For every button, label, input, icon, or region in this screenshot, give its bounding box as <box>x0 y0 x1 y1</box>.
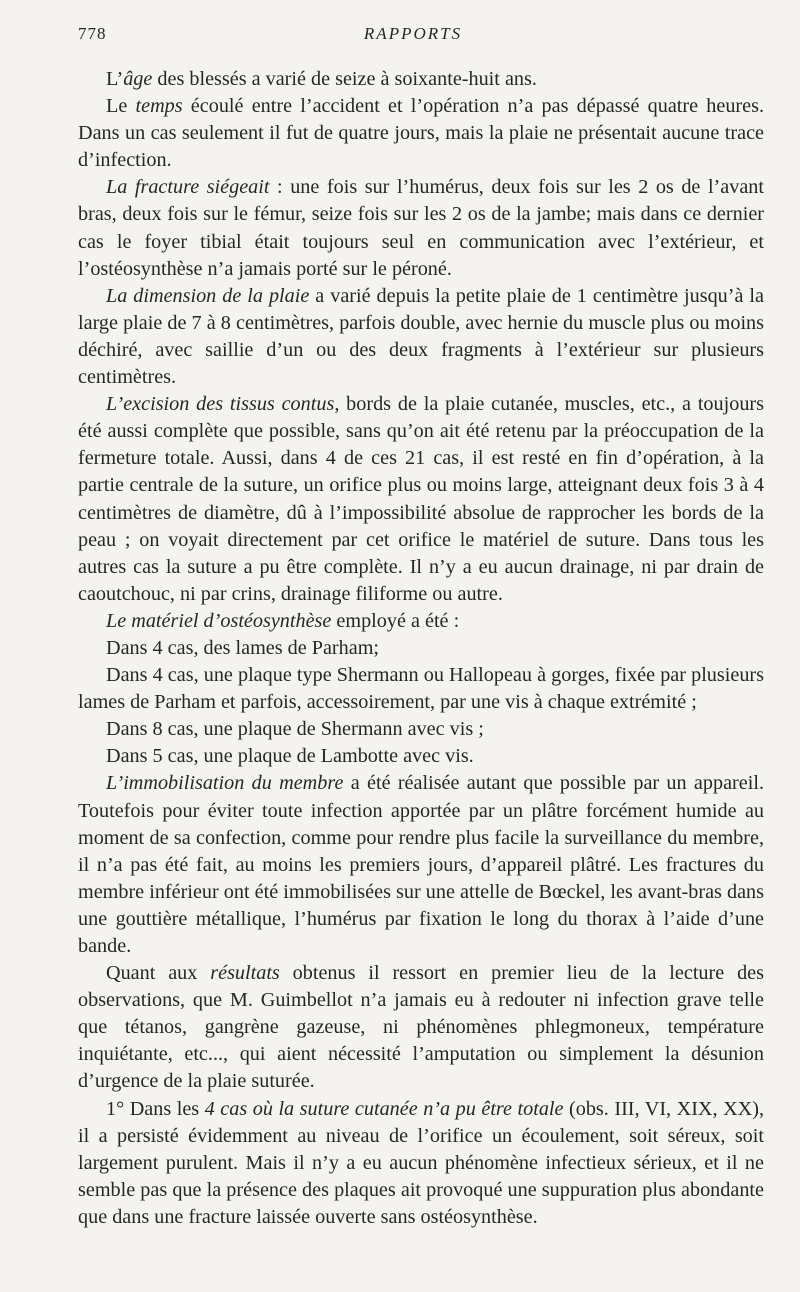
text-span: Dans 4 cas, une plaque type Shermann ou Hallopeau à gorges, fixée par plusieurs lames de Parham et parfois, accessoirement, par une vis à chaque extrémité ; <box>78 664 764 714</box>
paragraph-cas-suture <box>78 1096 764 1231</box>
paragraph-dimension <box>78 283 764 391</box>
italic-term: temps <box>135 95 183 118</box>
text-span: Quant aux <box>106 962 211 985</box>
italic-term: La dimension de la plaie <box>106 284 310 307</box>
text-span: 1° Dans les <box>106 1097 205 1120</box>
paragraph-materiel <box>78 608 764 635</box>
italic-term: L’excision des tissus contus <box>106 393 335 416</box>
text-span: Dans 5 cas, une plaque de Lambotte avec vis. <box>106 745 474 768</box>
text-span: écoulé entre l’accident et l’opération n’a pas dépassé quatre heures. Dans un cas seulement il fut de quatre jours, mais la plaie ne présentait aucune trace d’infection. <box>78 95 765 172</box>
italic-term: résultats <box>210 962 280 985</box>
paragraph-fracture <box>78 174 764 282</box>
paragraph-immobilisation <box>78 770 764 960</box>
page-header <box>78 24 748 48</box>
list-item <box>78 716 764 743</box>
text-span: a été réalisée autant que possible par un appareil. Toutefois pour éviter toute infection apportée par un plâtre forcément humide au moment de sa confection, comme pour rendre plus facile la surveillance du membre, il n’a pas été fait, au moins les premiers jours, d’appareil plâtré. Les fractures du membre inférieur ont été immobilisées sur une attelle de Bœckel, les avant-bras dans une gouttière métallique, l’humérus par fixation le long du thorax à l’aide d’une bande. <box>78 772 764 957</box>
list-item <box>78 635 764 662</box>
body-text <box>78 66 764 1231</box>
paragraph-temps <box>78 93 764 174</box>
text-span: : une fois sur l’humérus, deux fois sur les 2 os de l’avant bras, deux fois sur le fémur, seize fois sur les 2 os de la jambe; mais dans ce dernier cas le foyer tibial était toujours seul en communication avec l’extérieur, et l’ostéosynthèse n’a jamais porté sur le péroné. <box>78 176 764 280</box>
text-span: (obs. III, VI, XIX, XX), il a persisté évidemment au niveau de l’orifice un écoulement, soit séreux, soit largement purulent. Mais il n’y a eu aucun phénomène infectieux sérieux, et il ne semble pas que la présence des plaques ait provoqué une suppuration plus abondante que dans une fracture laissée ouverte sans ostéosynthèse. <box>78 1097 764 1228</box>
page-number: 778 <box>78 24 107 43</box>
list-item <box>78 743 764 770</box>
italic-term: L’immobilisation du membre <box>106 772 344 795</box>
italic-term: Le matériel d’ostéosynthèse <box>106 609 332 632</box>
italic-term: La fracture siégeait <box>106 176 270 199</box>
list-item <box>78 662 764 716</box>
text-span: Le <box>106 95 136 118</box>
text-span: Dans 8 cas, une plaque de Shermann avec vis ; <box>106 718 484 741</box>
paragraph-age <box>78 66 764 93</box>
text-span: , bords de la plaie cutanée, muscles, etc., a toujours été aussi complète que possible, sans qu’on ait été retenu par la préoccupation de la fermeture totale. Aussi, dans 4 de ces 21 cas, il est resté en fin d’opération, à la partie centrale de la suture, un orifice plus ou moins large, atteignant deux fois 3 à 4 centimètres de diamètre, dû à l’impossibilité absolue de rapprocher les bords de la peau ; on voyait directement par cet orifice le matériel de suture. Dans tous les autres cas la suture a pu être complète. Il n’y a eu aucun drainage, ni par drain de caoutchouc, ni par crins, drainage filiforme ou autre. <box>78 393 764 605</box>
paragraph-resultats <box>78 960 764 1095</box>
italic-term: 4 cas où la suture cutanée n’a pu être totale <box>204 1097 564 1120</box>
paragraph-excision <box>78 391 764 608</box>
text-span: L’ <box>106 68 124 90</box>
text-span: Dans 4 cas, des lames de Parham; <box>106 636 380 659</box>
running-title: RAPPORTS <box>363 24 463 43</box>
text-span: a varié depuis la petite plaie de 1 centimètre jusqu’à la large plaie de 7 à 8 centimètres, parfois double, avec hernie du muscle plus ou moins déchiré, avec saillie d’un ou des deux fragments à l’extérieur sur plusieurs centimètres. <box>78 284 765 389</box>
text-span: des blessés a varié de seize à soixante-huit ans. <box>152 68 537 90</box>
text-span: obtenus il ressort en premier lieu de la lecture des observations, que M. Guimbellot n’a jamais eu à redouter ni infection grave telle que tétanos, gangrène gazeuse, ni phénomènes phlegmoneux, température inquiétante, etc..., qui aient nécessité l’amputation ou simplement la désunion d’urgence de la plaie suturée. <box>78 962 764 1093</box>
text-span: employé a été : <box>331 609 460 632</box>
italic-term: âge <box>123 68 153 90</box>
